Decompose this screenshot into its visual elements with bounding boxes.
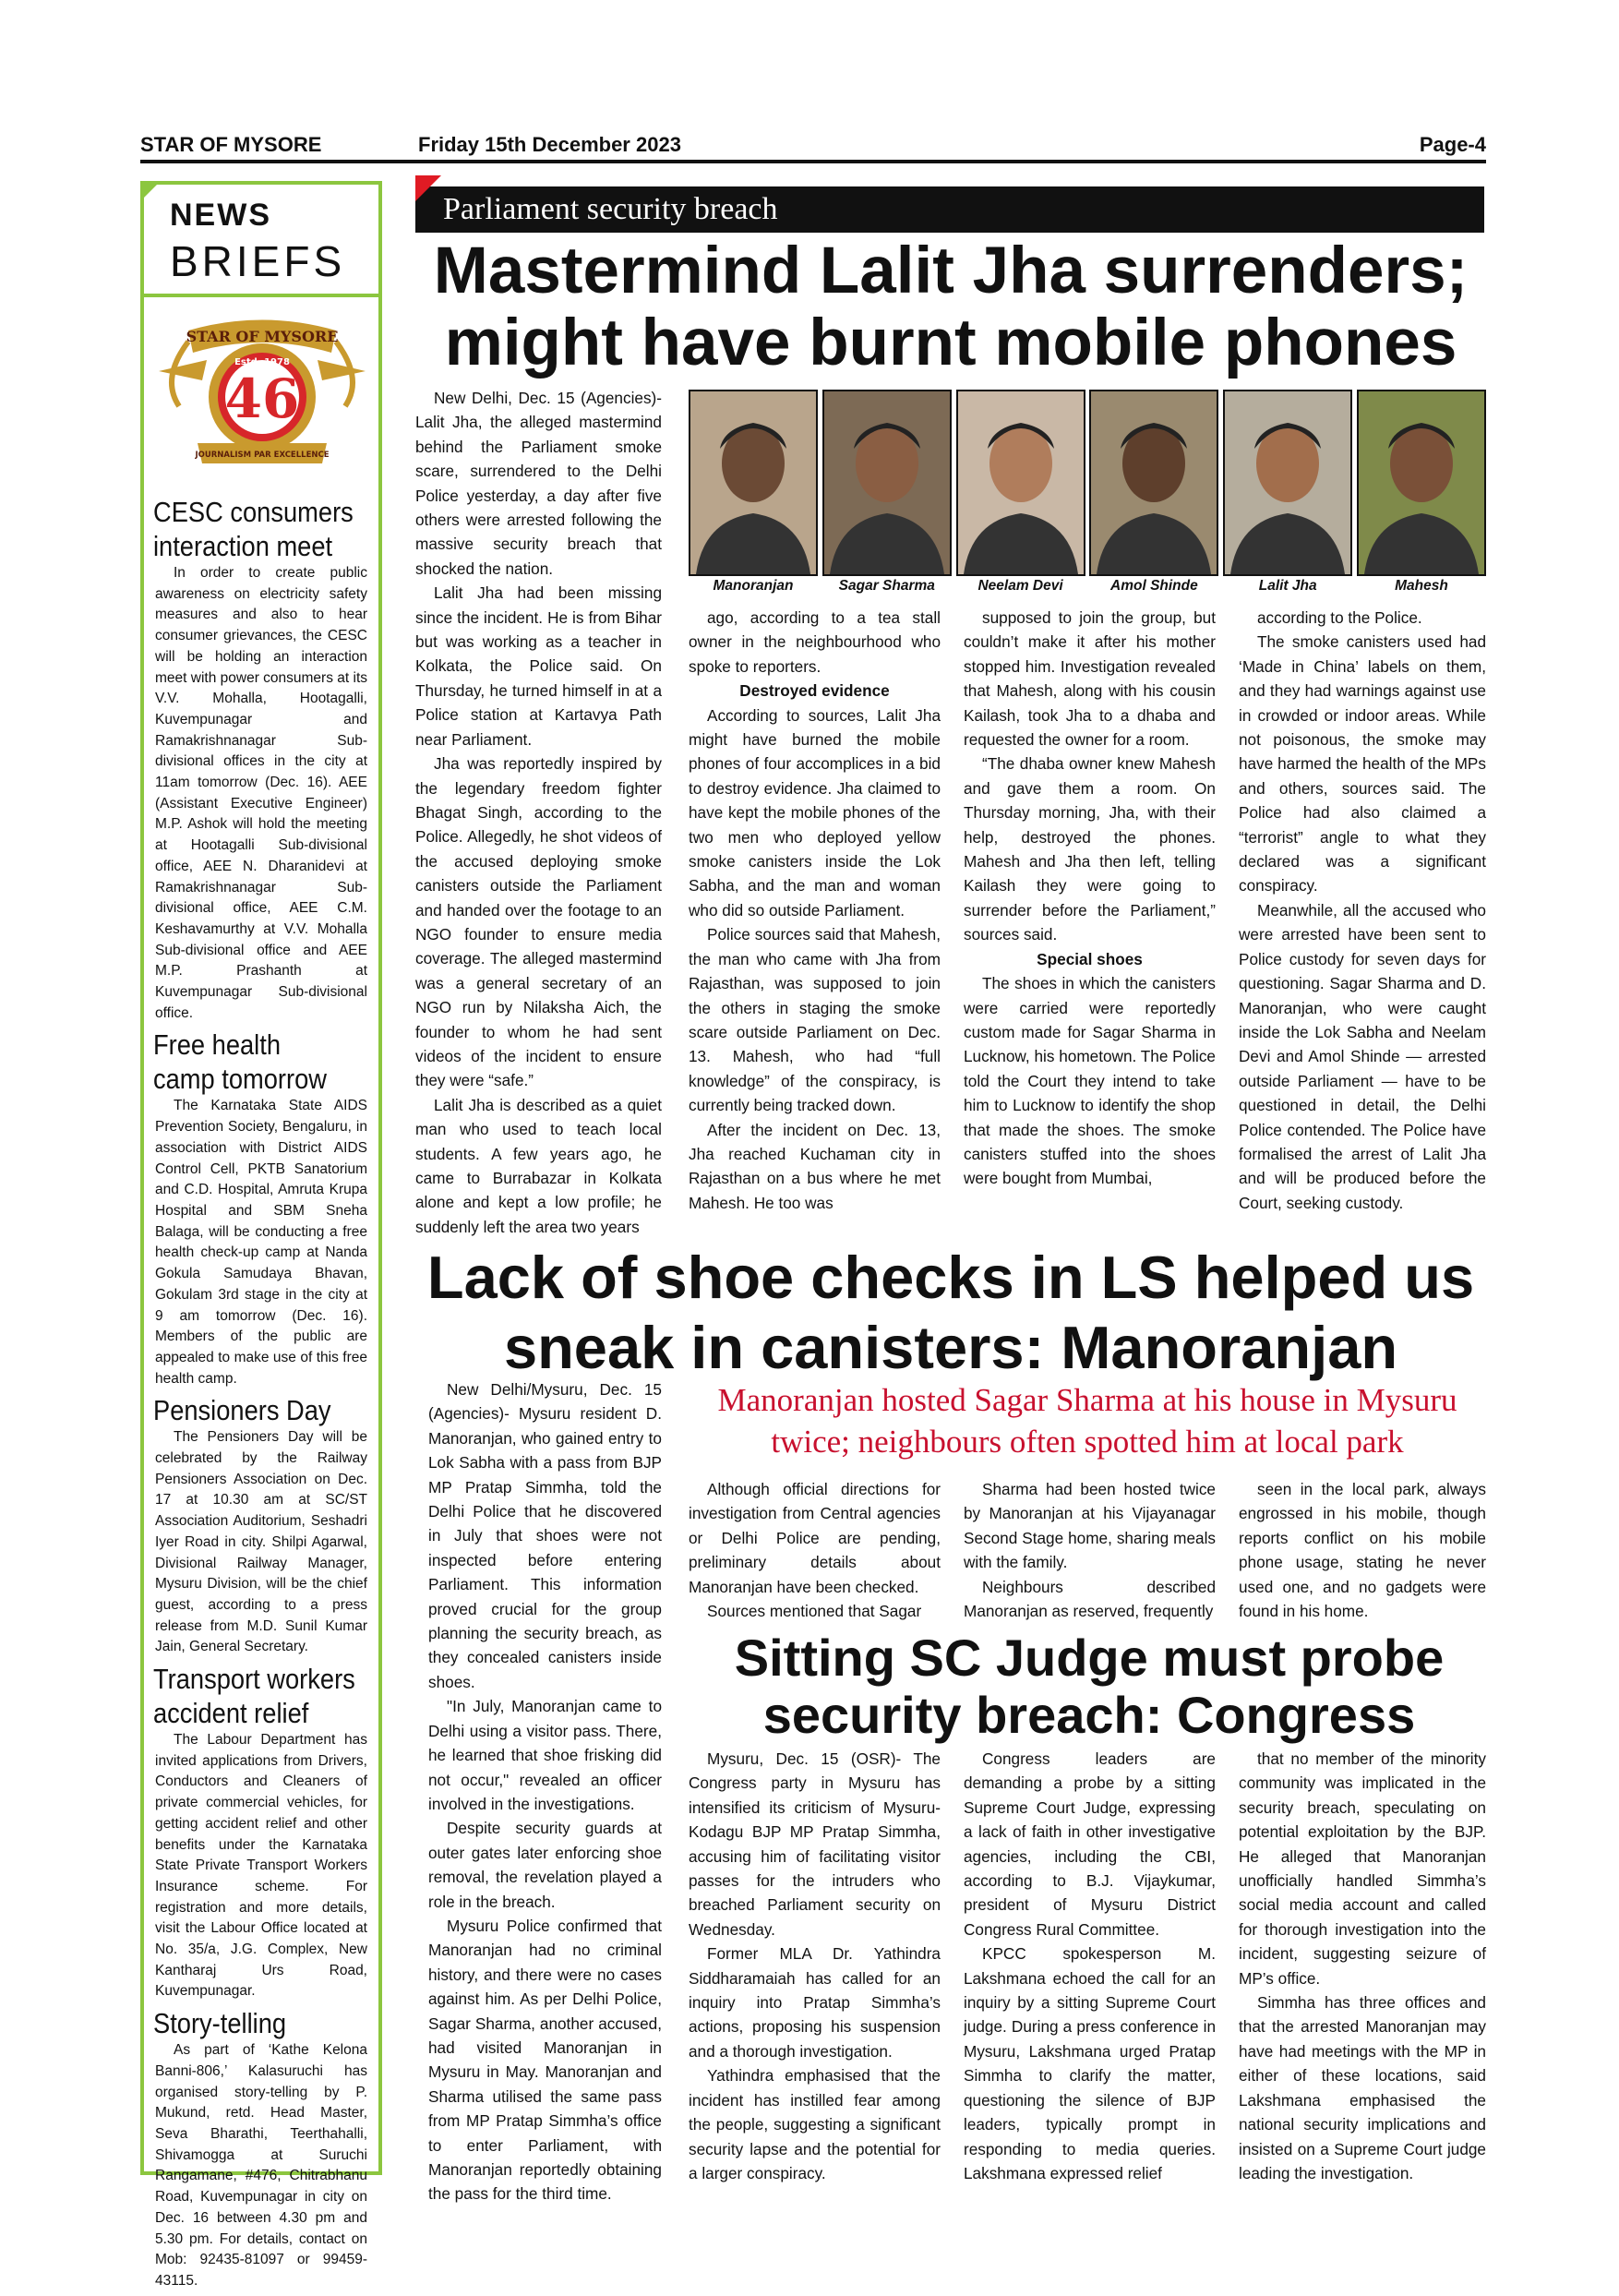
story1-col4 (1239, 606, 1486, 1231)
paragraph: "In July, Manoranjan came to Delhi using a visitor pass. There, he learned that shoe frisking did not occur," revealed an officer involved in the investigations. (428, 1697, 662, 1813)
logo-number: 46 (224, 367, 300, 430)
headline-line: Lack of shoe checks in LS helped us (426, 1244, 1475, 1311)
paragraph: supposed to join the group, but couldn’t make it after his mother stopped him. Investigation revealed that Mahesh, along with his cousin Kailash, took Jha to a dhaba and requested the owner for a room. (964, 608, 1216, 750)
brief-transport (144, 1662, 378, 2002)
subheading: Destroyed evidence (739, 681, 890, 701)
kicker-bar: Parliament security breach (415, 186, 1484, 233)
story1-col3 (964, 606, 1216, 1231)
paragraph: Meanwhile, all the accused who were arrested have been sent to Police custody for seven days for questioning. Sagar Sharma and D. Manoranjan, who were caught inside the Lok Sabha and Neelam Devi and Amol Shinde — arrested outside Parliament — have to be questioned in detail, the Delhi Police contended. The Police have formalised the arrest of Lalit Jha and will be produced before the Court, seeking custody. (1239, 900, 1486, 1212)
logo-estd: Estd. 1978 (234, 357, 290, 367)
brief-cesc (144, 495, 378, 1024)
paragraph: “The dhaba owner knew Mahesh and gave them a room. On Thursday morning, Jha, with their help, destroyed the phones. Mahesh and Jha then left, telling Kailash they were going to surrender before the Parliament,” sources said. (964, 754, 1216, 944)
story2-headline (406, 1243, 1495, 1383)
paragraph: Lalit Jha had been missing since the incident. He is from Bihar but was working as a teacher in Kolkata, the Police said. On Thursday, he turned himself in at a Police station at Kartavya Path near Parliament. (415, 583, 662, 749)
paragraph: KPCC spokesperson M. Lakshmana echoed the call for an inquiry by a sitting Supreme Court judge. During a press conference in Mysuru, Lakshmana urged Pratap Simmha to clarify the matter, questioning the silence of BJP leaders, typically prompt in responding to media queries. Lakshmana expressed relief (964, 1944, 1216, 2182)
headline-line: might have burnt mobile phones (444, 307, 1457, 379)
brief-body: As part of ‘Kathe Kelona Banni-806,’ Kalasuruchi has organised story-telling by P. Mukund, retd. Head Master, Seva Bharathi, Teerthahalli, Shivamogga at Suruchi Rangamane, #476, Chitrabhanu Road, Kuvempunagar in city on Dec. 16 between 4.30 pm and 5.30 pm. For details, contact on Mob: 92435-81097 or 99459-43115. (155, 2042, 367, 2289)
paper-name: STAR OF MYSORE (140, 133, 322, 156)
paragraph: After the incident on Dec. 13, Jha reached Kuchaman city in Rajasthan on a bus where he met Mahesh. He too was (689, 1120, 941, 1212)
accused-photo (1223, 390, 1352, 576)
masthead-rule (140, 160, 1486, 163)
logo-name: STAR OF MYSORE (186, 328, 339, 345)
story2-col1 (428, 1377, 662, 2204)
brief-head: camp tomorrow (153, 1063, 327, 1096)
person-icon (690, 391, 816, 574)
paragraph: New Delhi/Mysuru, Dec. 15 (Agencies)- Mysuru resident D. Manoranjan, who gained entry to Lok Sabha with a pass from BJP MP Pratap Simmha, told the Delhi Police that he discovered in July that shoes were not inspected before entering Parliament. This information proved crucial for the group planning the security breach, as they concealed canisters inside shoes. (428, 1380, 662, 1691)
paragraph: The shoes in which the canisters were carried were reportedly custom made for Sagar Sharma in Lucknow, his hometown. The Police told the Court they intend to take him to Lucknow to identify the shop that made the shoes. The smoke canisters stuffed into the shoes were bought from Mumbai, (964, 974, 1216, 1188)
brief-head: Free health (153, 1028, 282, 1062)
paragraph: seen in the local park, always engrossed in his mobile, though reports conflict on his mobile phone usage, stating he never used one, and no gadgets were found in his home. (1239, 1480, 1486, 1621)
brief-head: CESC consumers (153, 496, 354, 528)
page-number: Page-4 (1419, 133, 1486, 156)
brief-head: Story-telling (153, 2007, 287, 2040)
briefs-divider (144, 294, 378, 297)
paragraph: Neighbours described Manoranjan as reserved, frequently (964, 1577, 1216, 1621)
logo-ribbon: JOURNALISM PAR EXCELLENCE (195, 451, 330, 460)
paragraph: The smoke canisters used had ‘Made in China’ labels on them, and they had warnings against use in crowded or indoor areas. While not poisonous, the smoke may have harmed the health of the MPs and others, sources said. The Police had also claimed a “terrorist” angle to what they declared was a significant conspiracy. (1239, 632, 1486, 896)
paragraph: Police sources said that Mahesh, the man who came with Jha from Rajasthan, was supposed to join the others in staging the smoke scare outside Parliament on Dec. 13. Mahesh, who had “full knowledge” of the conspiracy, is currently being tracked down. (689, 925, 941, 1115)
accused-photo (956, 390, 1085, 576)
headline-line: Sitting SC Judge must probe (734, 1629, 1445, 1687)
news-briefs-sidebar (140, 181, 382, 2289)
briefs-label: BRIEFS (170, 237, 346, 285)
brief-head: Pensioners Day (153, 1394, 331, 1427)
person-icon (1225, 391, 1350, 574)
photo-caption: Lalit Jha (1258, 578, 1317, 594)
photo-caption: Mahesh (1395, 578, 1448, 594)
story1-col2 (689, 606, 941, 1231)
corner-triangle (140, 181, 161, 201)
story3-headline (683, 1629, 1495, 1744)
photo-caption: Manoranjan (713, 578, 794, 594)
briefs-list (144, 495, 378, 2296)
brief-body: The Karnataka State AIDS Prevention Society, Bengaluru, in association with District AIDS Control Cell, PKTB Sanatorium and C.D. Hospital, Amruta Krupa Hospital and SBM Sneha Balaga, will be conducting a free health check-up camp at Nanda Gokula Samudaya Bhavan, Gokulam 3rd stage in the city at 9 am tomorrow (Dec. 16). Members of the public are appealed to make use of this free health camp. (155, 1098, 367, 1387)
headline-line: Mastermind Lalit Jha surrenders; (433, 234, 1469, 307)
paragraph: according to the Police. (1257, 608, 1422, 627)
headline-line: security breach: Congress (762, 1686, 1416, 1744)
person-icon (958, 391, 1084, 574)
paragraph: According to sources, Lalit Jha might have burned the mobile phones of four accomplices in a bid to destroy evidence. Jha claimed to have kept the mobile phones of the two men who deployed yellow smoke canisters inside the Lok Sabha, and the man and woman who did so outside Parliament. (689, 705, 941, 920)
accused-photo (1089, 390, 1218, 576)
paragraph: Yathindra emphasised that the incident has instilled fear among the people, suggesting a significant security lapse and the potential for a larger conspiracy. (689, 2066, 941, 2182)
news-label: NEWS (170, 198, 271, 233)
paragraph: New Delhi, Dec. 15 (Agencies)- Lalit Jha, the alleged mastermind behind the Parliament smoke scare, surrendered to the Delhi Police yesterday, a day after five others were arrested following the massive security breach that shocked the nation. (415, 389, 662, 578)
paragraph: Mysuru, Dec. 15 (OSR)- The Congress party in Mysuru has intensified its criticism of Mysuru-Kodagu BJP MP Pratap Simmha, accusing him of facilitating visitor passes for the intruders who breached Parliament security on Wednesday. (689, 1749, 941, 1939)
kicker-corner (415, 175, 441, 201)
anniversary-logo (151, 305, 373, 489)
brief-body: The Pensioners Day will be celebrated by the Railway Pensioners Association on Dec. 17 at 10.30 am at SC/ST Association Auditorium, Seshadri Iyer Road in city. Shilpi Agarwal, Divisional Railway Manager, Mysuru Division, will be the chief guest, according to a press release from M.D. Sunil Kumar Jain, General Secretary. (155, 1429, 367, 1655)
photo-caption: Sagar Sharma (838, 578, 935, 594)
paragraph: Although official directions for investigation from Central agencies or Delhi Police are pending, preliminary details about Manoranjan have been checked. (689, 1480, 941, 1596)
photo-caption: Neelam Devi (977, 578, 1063, 594)
story3-col3 (1239, 1747, 1486, 2181)
accused-photo (1357, 390, 1486, 576)
story1-headline (406, 235, 1495, 379)
brief-body: In order to create public awareness on electricity safety measures and also to hear consumer grievances, the CESC will be holding an interaction meet with power consumers at its V.V. Mohalla, Hootagalli, Kuvempunagar and Ramakrishnanagar Sub-divisional offices in the city at 11am tomorrow (Dec. 16). AEE (Assistant Executive Engineer) M.P. Ashok will hold the meeting at Hootagalli Sub-divisional office, AEE N. Dharanidevi at Ramakrishnanagar Sub-divisional office, AEE C.M. Keshavamurthy at V.V. Mohalla Sub-divisional office and AEE M.P. Prashanth at Kuvempunagar Sub-divisional office. (155, 565, 368, 1021)
story2-deck (689, 1379, 1486, 1462)
paragraph: Lalit Jha is described as a quiet man who used to teach local students. A few years ago, he came to Burrabazar in Kolkata alone and kept a low profile; he suddenly left the area two years (415, 1095, 662, 1236)
brief-head: interaction meet (153, 530, 333, 562)
person-icon (824, 391, 950, 574)
photo-caption: Amol Shinde (1110, 578, 1198, 594)
paragraph: Former MLA Dr. Yathindra Siddharamaiah has called for an inquiry into Pratap Simmha’s actions, proposing his suspension and a thorough investigation. (689, 1944, 941, 2061)
paragraph: Sources mentioned that Sagar (707, 1602, 922, 1621)
paragraph: Jha was reportedly inspired by the legendary freedom fighter Bhagat Singh, according to the Police. Allegedly, he shot videos of the accused deploying smoke canisters outside the Parliament and handed over the footage to an NGO founder to ensure media coverage. The alleged mastermind was a general secretary of an NGO run by Nilaksha Aich, the founder to whom he had sent videos of the incident to ensure they were “safe.” (415, 754, 662, 1090)
paragraph: Sharma had been hosted twice by Manoranjan at his Vijayanagar Second Stage home, sharing meals with the family. (964, 1480, 1216, 1572)
accused-photos (689, 390, 1486, 595)
story2-col3 (964, 1477, 1216, 1625)
paragraph: ago, according to a tea stall owner in the neighbourhood who spoke to reporters. (689, 608, 941, 676)
brief-story-telling (144, 2006, 378, 2291)
paragraph: Despite security guards at outer gates later enforcing shoe removal, the revelation played a role in the breach. (428, 1819, 662, 1911)
deck-line: Manoranjan hosted Sagar Sharma at his house in Mysuru (717, 1382, 1457, 1418)
story3-col2 (964, 1747, 1216, 2181)
paragraph: Mysuru Police confirmed that Manoranjan had no criminal history, and there were no cases against him. As per Delhi Police, Sagar Sharma, another accused, had visited Manoranjan in Mysuru in May. Manoranjan and Sharma utilised the same pass from MP Pratap Simmha’s office to enter Parliament, with Manoranjan reportedly obtaining the pass for the third time. (428, 1916, 662, 2204)
subheading: Special shoes (1037, 949, 1143, 968)
story2-col4 (1239, 1477, 1486, 1625)
headline-line: sneak in canisters: Manoranjan (503, 1314, 1398, 1381)
story3-col1 (689, 1747, 941, 2181)
brief-head: Transport workers (153, 1663, 355, 1696)
accused-photo (689, 390, 818, 576)
brief-head: accident relief (153, 1697, 309, 1730)
person-icon (1359, 391, 1484, 574)
accused-photo (822, 390, 952, 576)
deck-line: twice; neighbours often spotted him at local park (771, 1424, 1404, 1460)
brief-health-camp (144, 1028, 378, 1389)
brief-body: The Labour Department has invited applications from Drivers, Conductors and Cleaners of private commercial vehicles, for getting accident relief and other benefits under the Karnataka State Private Transport Workers Insurance scheme. For registration and more details, visit the Labour Office located at No. 35/a, J.G. Complex, New Kantharaj Urs Road, Kuvempunagar. (155, 1732, 367, 2000)
brief-pensioners (144, 1393, 378, 1658)
story1-col1 (415, 386, 662, 1236)
paragraph: that no member of the minority community was implicated in the security breach, speculating on potential exploitation by the BJP. He alleged that Manoranjan unofficially handled Simmha’s social media account and called for thorough investigation into the incident, suggesting seizure of MP’s office. (1239, 1749, 1486, 1988)
paragraph: Simmha has three offices and that the arrested Manoranjan may have had meetings with the MP in either of these locations, said Lakshmana emphasised the national security implications and insisted on a Supreme Court judge leading the investigation. (1239, 1993, 1486, 2182)
paragraph: Congress leaders are demanding a probe by a sitting Supreme Court Judge, expressing a lack of faith in other investigative agencies, including the CBI, according to B.J. Vijaykumar, president of Mysuru District Congress Rural Committee. (964, 1749, 1216, 1939)
story2-col2 (689, 1477, 941, 1625)
person-icon (1091, 391, 1217, 574)
issue-date: Friday 15th December 2023 (418, 133, 681, 156)
